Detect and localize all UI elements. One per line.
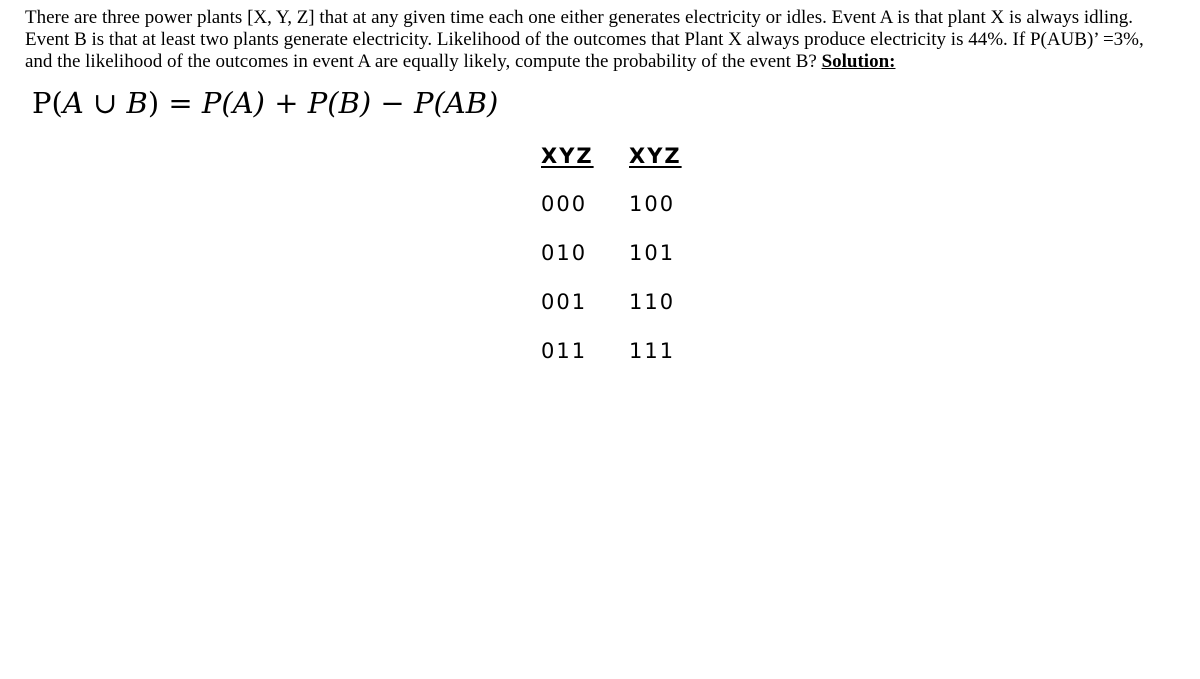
column-header: XYZ <box>541 144 594 168</box>
problem-statement <box>25 7 1185 73</box>
union-formula <box>32 83 498 123</box>
outcome-cell: 110 <box>629 290 676 314</box>
outcome-cell: 011 <box>541 339 588 363</box>
problem-line-1: There are three power plants [X, Y, Z] that at any given time each one either generates electricity or idles. Event A is that plant X is always idling. <box>25 7 1133 28</box>
outcome-cell: 001 <box>541 290 588 314</box>
formula-p-open: P( <box>32 86 63 120</box>
solution-label: Solution: <box>821 51 896 72</box>
problem-line-2: Event B is that at least two plants generate electricity. Likelihood of the outcomes that Plant X always produce electricity is 44%. If P(AUB)’ =3%, <box>25 29 1144 50</box>
formula-p-ab-symbol: P <box>413 86 434 120</box>
formula-p-a-symbol: P <box>201 86 222 120</box>
outcome-cell: 010 <box>541 241 588 265</box>
formula-p-b-symbol: P <box>307 86 328 120</box>
outcome-cell: 111 <box>629 339 676 363</box>
outcome-cell: 000 <box>541 192 588 216</box>
outcome-cell: 101 <box>629 241 676 265</box>
formula-p-ab-arg: (AB) <box>433 86 499 120</box>
column-header: XYZ <box>629 144 682 168</box>
formula-b: B <box>126 86 148 120</box>
formula-a: A <box>62 86 84 120</box>
formula-minus: − <box>371 86 414 120</box>
formula-cup: ∪ <box>83 86 127 120</box>
formula-p-b-arg: (B) <box>327 86 372 120</box>
problem-line-3-text: and the likelihood of the outcomes in event A are equally likely, compute the probability of the event B? <box>25 51 817 72</box>
formula-close-equals: ) = <box>147 86 202 120</box>
problem-line-3 <box>25 51 1185 73</box>
outcome-cell: 100 <box>629 192 676 216</box>
formula-p-a-arg: (A) <box>221 86 265 120</box>
formula-plus: + <box>265 86 308 120</box>
